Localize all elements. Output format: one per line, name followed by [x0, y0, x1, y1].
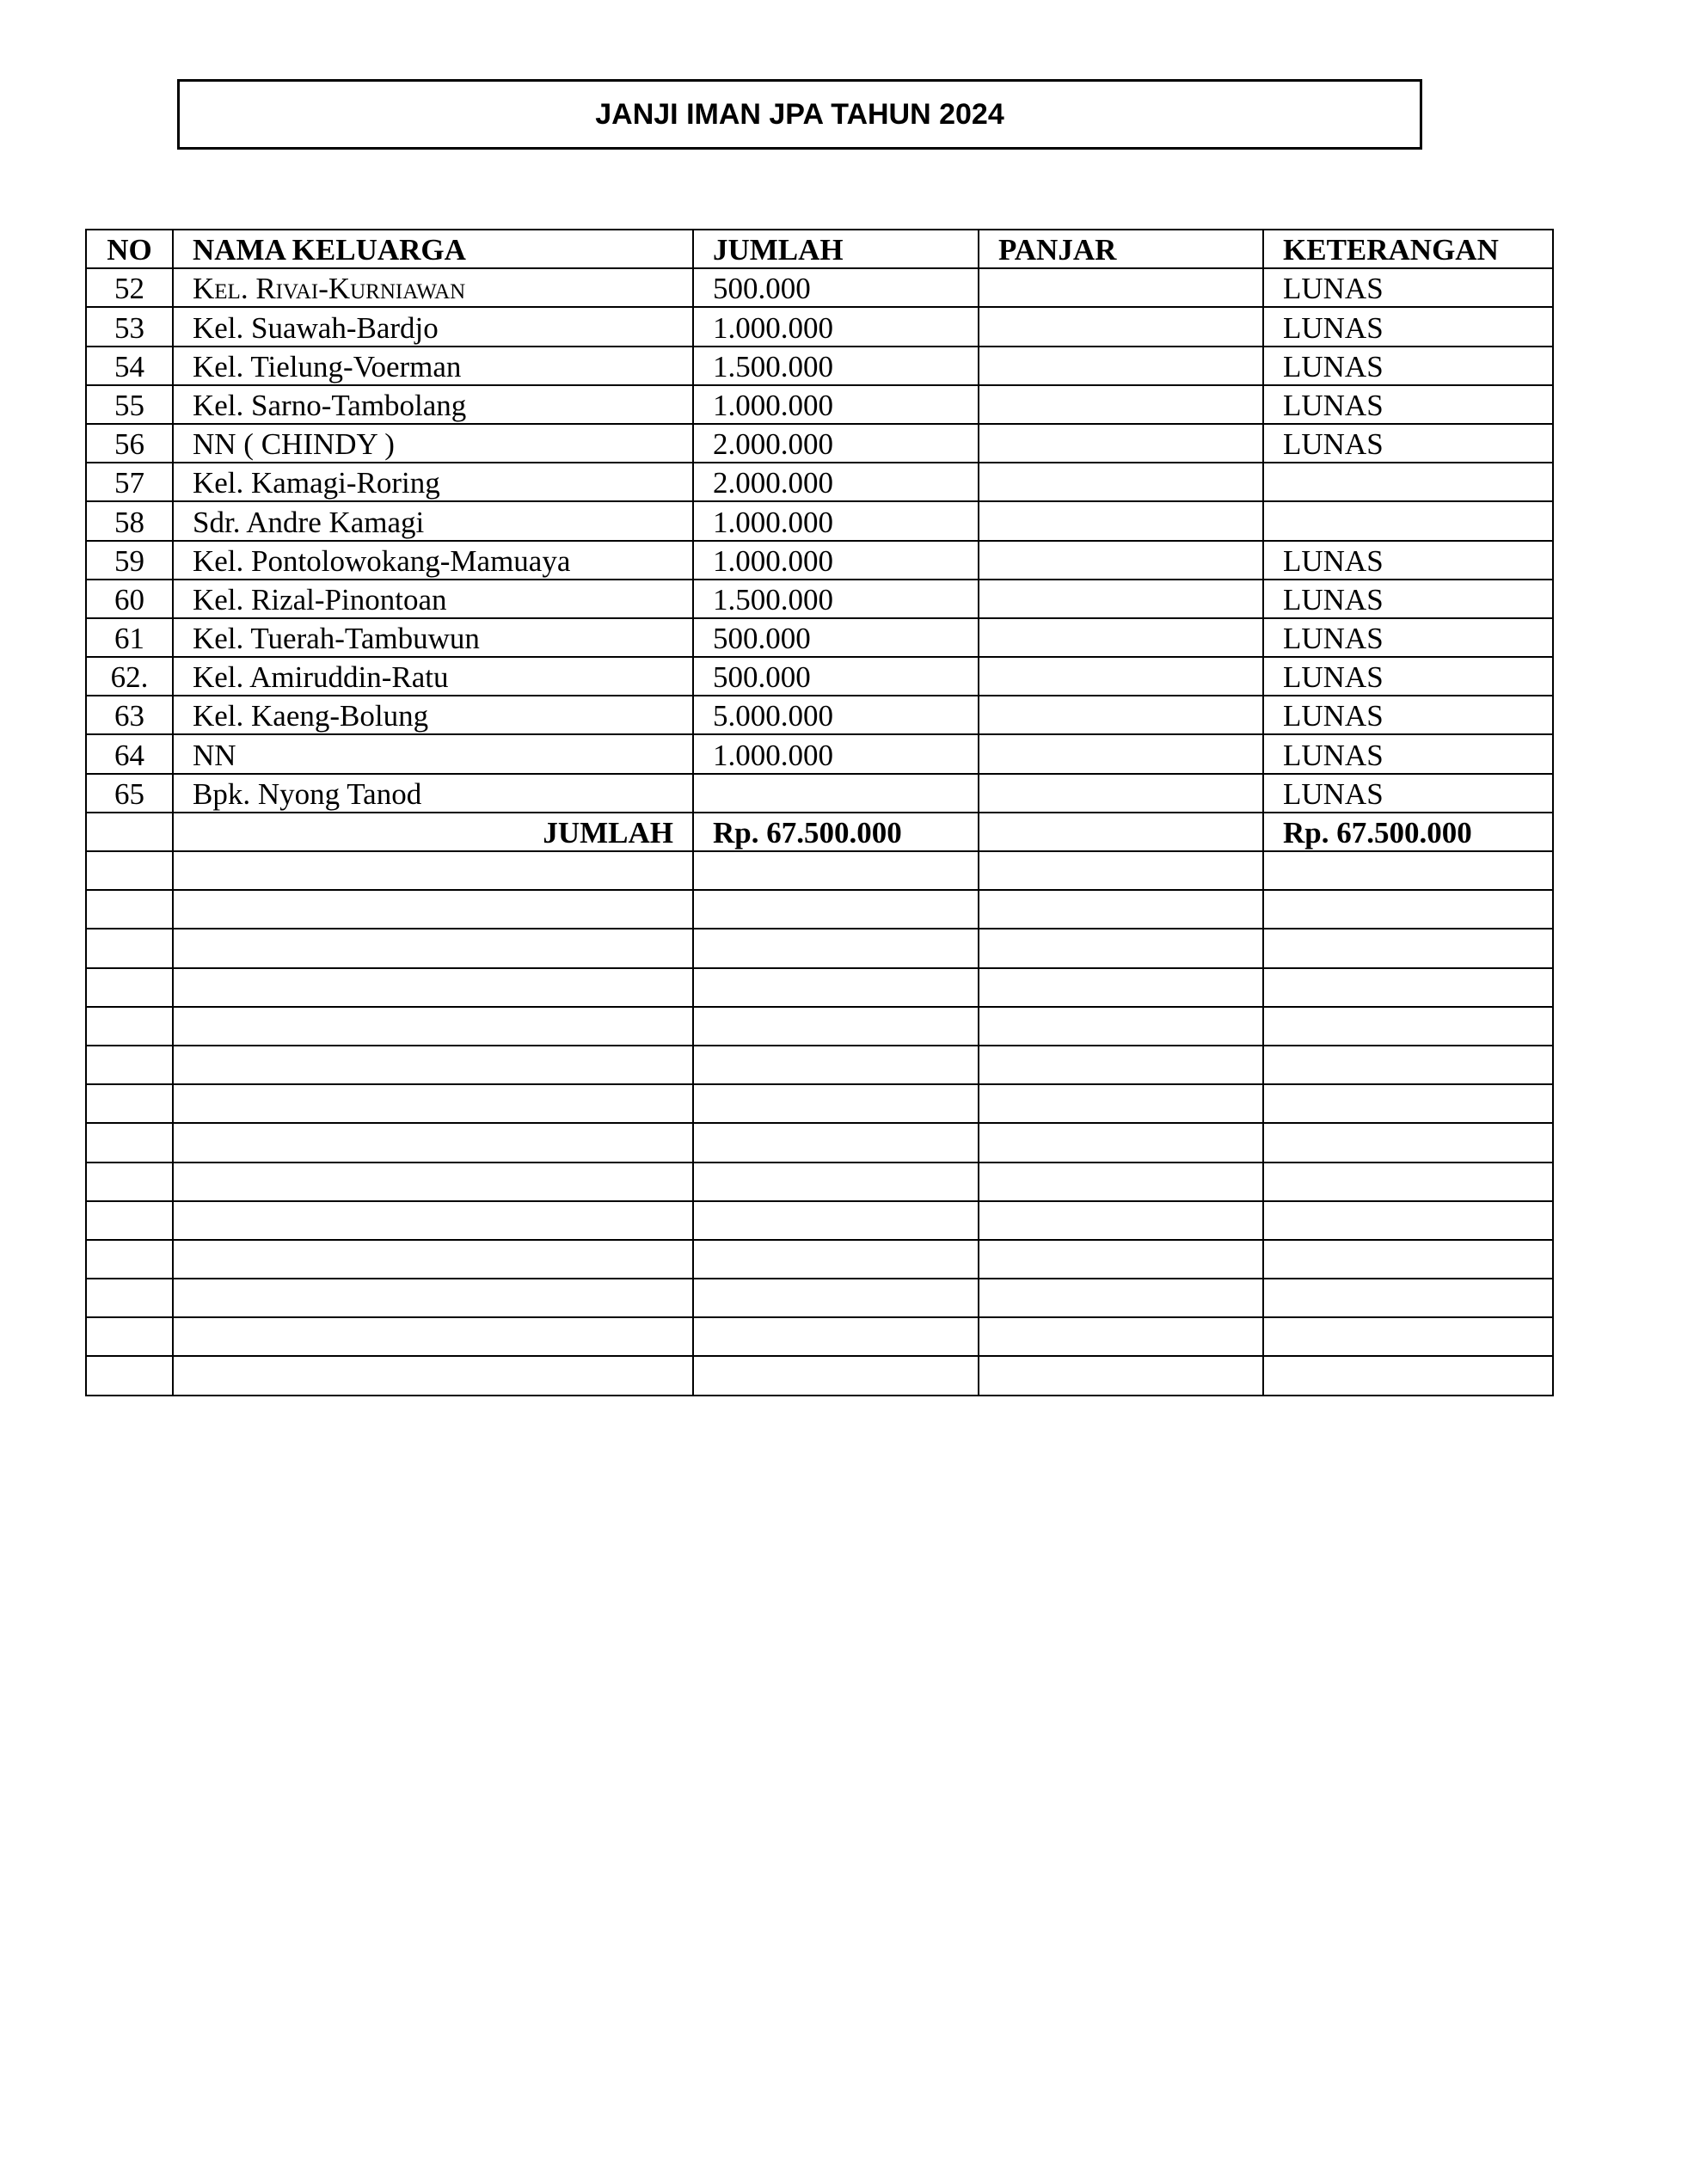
cell-keterangan: LUNAS	[1263, 268, 1553, 307]
cell-keterangan	[1263, 1084, 1553, 1123]
empty-row	[86, 1279, 1553, 1317]
cell-no: 58	[86, 501, 173, 540]
cell-keterangan	[1263, 890, 1553, 929]
cell-nama	[173, 1356, 693, 1395]
cell-keterangan	[1263, 1046, 1553, 1084]
total-panjar	[979, 813, 1263, 851]
cell-no: 59	[86, 541, 173, 580]
cell-nama: NN	[173, 734, 693, 773]
cell-panjar	[979, 501, 1263, 540]
cell-panjar	[979, 890, 1263, 929]
total-row	[86, 813, 1553, 851]
empty-row	[86, 1317, 1553, 1356]
cell-panjar	[979, 1317, 1263, 1356]
cell-jumlah	[693, 929, 979, 967]
cell-jumlah: 500.000	[693, 657, 979, 696]
empty-row	[86, 851, 1553, 890]
table-row	[86, 734, 1553, 773]
cell-jumlah: 1.000.000	[693, 541, 979, 580]
total-label: JUMLAH	[173, 813, 693, 851]
cell-jumlah: 500.000	[693, 618, 979, 657]
empty-row	[86, 1240, 1553, 1279]
header-nama-keluarga: NAMA KELUARGA	[173, 230, 693, 268]
cell-panjar	[979, 1123, 1263, 1162]
cell-no	[86, 1279, 173, 1317]
table-row	[86, 424, 1553, 463]
cell-jumlah	[693, 1356, 979, 1395]
cell-nama: Kel. Kamagi-Roring	[173, 463, 693, 501]
empty-row	[86, 1084, 1553, 1123]
cell-jumlah	[693, 968, 979, 1007]
cell-keterangan	[1263, 1007, 1553, 1046]
cell-no	[86, 1317, 173, 1356]
cell-keterangan: LUNAS	[1263, 385, 1553, 424]
cell-no: 55	[86, 385, 173, 424]
cell-keterangan: LUNAS	[1263, 541, 1553, 580]
cell-keterangan	[1263, 501, 1553, 540]
table-row	[86, 463, 1553, 501]
cell-nama	[173, 1240, 693, 1279]
cell-panjar	[979, 851, 1263, 890]
cell-keterangan: LUNAS	[1263, 657, 1553, 696]
cell-jumlah: 2.000.000	[693, 424, 979, 463]
cell-no: 60	[86, 580, 173, 618]
empty-row	[86, 1046, 1553, 1084]
cell-panjar	[979, 541, 1263, 580]
cell-panjar	[979, 1007, 1263, 1046]
empty-row	[86, 1356, 1553, 1395]
total-keterangan: Rp. 67.500.000	[1263, 813, 1553, 851]
cell-no: 64	[86, 734, 173, 773]
cell-jumlah: 500.000	[693, 268, 979, 307]
header-row	[86, 230, 1553, 268]
cell-keterangan	[1263, 1317, 1553, 1356]
cell-nama	[173, 890, 693, 929]
header-panjar: PANJAR	[979, 230, 1263, 268]
cell-panjar	[979, 618, 1263, 657]
cell-keterangan: LUNAS	[1263, 347, 1553, 385]
cell-nama: Kel. Rivai-Kurniawan	[173, 268, 693, 307]
cell-keterangan	[1263, 851, 1553, 890]
cell-no: 56	[86, 424, 173, 463]
cell-nama: Kel. Pontolowokang-Mamuaya	[173, 541, 693, 580]
page-title: JANJI IMAN JPA TAHUN 2024	[595, 97, 1004, 131]
cell-jumlah	[693, 1201, 979, 1240]
cell-jumlah	[693, 1046, 979, 1084]
table-row	[86, 347, 1553, 385]
cell-panjar	[979, 1279, 1263, 1317]
cell-nama	[173, 968, 693, 1007]
cell-jumlah: 1.500.000	[693, 580, 979, 618]
cell-no	[86, 1046, 173, 1084]
cell-panjar	[979, 1356, 1263, 1395]
cell-keterangan	[1263, 968, 1553, 1007]
header-no: NO	[86, 230, 173, 268]
cell-panjar	[979, 424, 1263, 463]
cell-jumlah: 1.000.000	[693, 307, 979, 346]
cell-panjar	[979, 657, 1263, 696]
cell-nama: Kel. Kaeng-Bolung	[173, 696, 693, 734]
cell-panjar	[979, 734, 1263, 773]
cell-panjar	[979, 580, 1263, 618]
cell-keterangan: LUNAS	[1263, 696, 1553, 734]
cell-jumlah	[693, 1279, 979, 1317]
cell-jumlah	[693, 890, 979, 929]
table-row	[86, 541, 1553, 580]
cell-nama: Kel. Suawah-Bardjo	[173, 307, 693, 346]
cell-keterangan: LUNAS	[1263, 734, 1553, 773]
empty-row	[86, 1007, 1553, 1046]
title-box	[177, 79, 1422, 150]
cell-keterangan: LUNAS	[1263, 424, 1553, 463]
cell-no: 63	[86, 696, 173, 734]
cell-no: 65	[86, 774, 173, 813]
cell-keterangan	[1263, 1279, 1553, 1317]
cell-no	[86, 1240, 173, 1279]
cell-panjar	[979, 307, 1263, 346]
cell-jumlah	[693, 1240, 979, 1279]
header-jumlah: JUMLAH	[693, 230, 979, 268]
cell-no: 52	[86, 268, 173, 307]
cell-jumlah	[693, 1163, 979, 1201]
cell-jumlah: 5.000.000	[693, 696, 979, 734]
cell-keterangan: LUNAS	[1263, 580, 1553, 618]
empty-row	[86, 1123, 1553, 1162]
table-row	[86, 307, 1553, 346]
cell-nama	[173, 1163, 693, 1201]
cell-panjar	[979, 929, 1263, 967]
cell-panjar	[979, 463, 1263, 501]
cell-nama	[173, 1007, 693, 1046]
cell-nama: Kel. Sarno-Tambolang	[173, 385, 693, 424]
cell-keterangan: LUNAS	[1263, 307, 1553, 346]
cell-no: 54	[86, 347, 173, 385]
table-row	[86, 385, 1553, 424]
cell-keterangan	[1263, 1163, 1553, 1201]
cell-keterangan	[1263, 929, 1553, 967]
total-jumlah: Rp. 67.500.000	[693, 813, 979, 851]
cell-nama	[173, 1201, 693, 1240]
cell-no	[86, 1201, 173, 1240]
empty-row	[86, 1163, 1553, 1201]
cell-panjar	[979, 968, 1263, 1007]
cell-jumlah	[693, 1084, 979, 1123]
table-row	[86, 657, 1553, 696]
cell-keterangan: LUNAS	[1263, 618, 1553, 657]
cell-nama	[173, 851, 693, 890]
cell-no: 57	[86, 463, 173, 501]
cell-nama	[173, 1046, 693, 1084]
table-row	[86, 268, 1553, 307]
pledge-table	[85, 229, 1554, 1396]
cell-jumlah: 1.500.000	[693, 347, 979, 385]
cell-jumlah	[693, 1317, 979, 1356]
cell-keterangan	[1263, 1356, 1553, 1395]
cell-jumlah: 1.000.000	[693, 501, 979, 540]
cell-keterangan	[1263, 1201, 1553, 1240]
cell-panjar	[979, 1084, 1263, 1123]
cell-panjar	[979, 696, 1263, 734]
cell-jumlah	[693, 774, 979, 813]
table-row	[86, 501, 1553, 540]
table-row	[86, 696, 1553, 734]
table-row	[86, 618, 1553, 657]
cell-no	[86, 890, 173, 929]
cell-nama: Kel. Tielung-Voerman	[173, 347, 693, 385]
cell-keterangan: LUNAS	[1263, 774, 1553, 813]
cell-no	[86, 968, 173, 1007]
cell-keterangan	[1263, 1240, 1553, 1279]
cell-jumlah: 1.000.000	[693, 734, 979, 773]
header-keterangan: KETERANGAN	[1263, 230, 1553, 268]
cell-nama: Bpk. Nyong Tanod	[173, 774, 693, 813]
cell-panjar	[979, 1240, 1263, 1279]
cell-nama: NN ( CHINDY )	[173, 424, 693, 463]
cell-nama	[173, 1317, 693, 1356]
empty-row	[86, 890, 1553, 929]
table-row	[86, 774, 1553, 813]
cell-jumlah	[693, 1123, 979, 1162]
cell-no	[86, 851, 173, 890]
cell-panjar	[979, 1046, 1263, 1084]
cell-no: 62.	[86, 657, 173, 696]
cell-no	[86, 1123, 173, 1162]
cell-nama: Kel. Tuerah-Tambuwun	[173, 618, 693, 657]
cell-jumlah	[693, 1007, 979, 1046]
cell-nama	[173, 1123, 693, 1162]
table-row	[86, 580, 1553, 618]
cell-no	[86, 1163, 173, 1201]
cell-panjar	[979, 268, 1263, 307]
cell-nama: Kel. Rizal-Pinontoan	[173, 580, 693, 618]
cell-panjar	[979, 774, 1263, 813]
cell-nama: Kel. Amiruddin-Ratu	[173, 657, 693, 696]
cell-keterangan	[1263, 1123, 1553, 1162]
cell-nama: Sdr. Andre Kamagi	[173, 501, 693, 540]
cell-nama	[173, 929, 693, 967]
cell-no	[86, 929, 173, 967]
cell-no	[86, 1084, 173, 1123]
cell-keterangan	[1263, 463, 1553, 501]
cell-panjar	[979, 347, 1263, 385]
cell-jumlah	[693, 851, 979, 890]
empty-row	[86, 1201, 1553, 1240]
cell-no	[86, 1356, 173, 1395]
cell-panjar	[979, 1201, 1263, 1240]
cell-no: 53	[86, 307, 173, 346]
cell-nama	[173, 1084, 693, 1123]
cell-nama	[173, 1279, 693, 1317]
cell-jumlah: 2.000.000	[693, 463, 979, 501]
cell-panjar	[979, 385, 1263, 424]
cell-jumlah: 1.000.000	[693, 385, 979, 424]
empty-row	[86, 929, 1553, 967]
empty-row	[86, 968, 1553, 1007]
cell-no	[86, 813, 173, 851]
cell-no: 61	[86, 618, 173, 657]
empty-rows	[86, 851, 1553, 1396]
cell-panjar	[979, 1163, 1263, 1201]
cell-no	[86, 1007, 173, 1046]
